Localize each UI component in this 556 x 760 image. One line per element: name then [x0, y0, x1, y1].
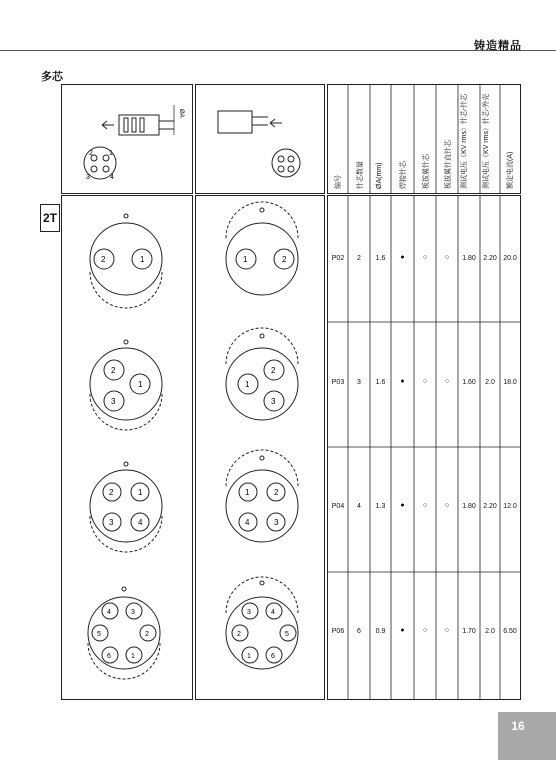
top-left-drawing-panel	[61, 84, 193, 194]
table-header	[327, 84, 521, 194]
header-voltage-pin: 测试电压（KV rms）针芯-针芯	[461, 93, 468, 189]
svg-text:3: 3	[109, 518, 114, 527]
svg-text:3: 3	[247, 609, 251, 616]
svg-text:3: 3	[86, 174, 90, 181]
section-title: 多芯	[41, 71, 63, 83]
right-face-panel	[195, 195, 325, 700]
svg-text:4: 4	[271, 609, 275, 616]
plug-side-view	[196, 85, 324, 193]
header-pcb2: 板拔翼针直针芯	[445, 140, 452, 189]
svg-text:1: 1	[245, 380, 250, 389]
svg-text:1: 1	[109, 150, 113, 157]
header-solder: 焊接针芯	[400, 161, 407, 189]
svg-text:5: 5	[97, 631, 101, 638]
left-face-drawings	[62, 196, 192, 699]
spec-table: P02 2 1.6 ● ○ ○ 1.80 2.20 20.0 P03 3 1.6 ● ○ ○ 1.60 2.0 18.0 P04 4 1.3 ● ○ ○ 1.80 2.20 12.0 P06 6 0.9 ● ○ ○ 1.70 2.0 6.50	[327, 195, 521, 700]
header-voltage-shell: 测试电压（KV rms）针芯-外壳	[483, 93, 490, 189]
right-face-drawings	[196, 196, 324, 699]
header-rule	[0, 50, 556, 51]
svg-text:2: 2	[145, 631, 149, 638]
brand-title: 铸造精品	[474, 40, 522, 52]
svg-text:2: 2	[282, 255, 287, 264]
header-current: 额定电流(A)	[507, 151, 514, 189]
svg-text:2: 2	[274, 488, 279, 497]
svg-text:2: 2	[89, 150, 93, 157]
page-number: 16	[511, 719, 525, 733]
svg-text:2: 2	[111, 366, 116, 375]
svg-text:1: 1	[138, 488, 143, 497]
svg-text:1: 1	[247, 653, 251, 660]
svg-text:1: 1	[245, 488, 250, 497]
header-pcb1: 板拔翼针芯	[423, 154, 430, 189]
svg-text:1: 1	[131, 653, 135, 660]
header-code: 编号	[335, 175, 342, 189]
svg-text:2: 2	[271, 366, 276, 375]
top-right-drawing-panel	[195, 84, 325, 194]
svg-text:3: 3	[131, 609, 135, 616]
svg-text:5: 5	[285, 631, 289, 638]
header-count: 针芯数量	[357, 161, 364, 189]
svg-text:6: 6	[107, 653, 111, 660]
svg-text:4: 4	[110, 174, 114, 181]
svg-text:3: 3	[111, 397, 116, 406]
dimension-label: ØA	[178, 109, 184, 118]
pin-label: 2	[101, 255, 106, 264]
svg-text:3: 3	[271, 397, 276, 406]
svg-text:2: 2	[237, 631, 241, 638]
svg-text:4: 4	[245, 518, 250, 527]
pin-label: 1	[140, 255, 145, 264]
svg-text:3: 3	[274, 518, 279, 527]
svg-text:1: 1	[243, 255, 248, 264]
svg-text:6: 6	[271, 653, 275, 660]
svg-text:4: 4	[107, 609, 111, 616]
svg-text:4: 4	[138, 518, 143, 527]
left-face-panel	[61, 195, 193, 700]
header-diameter: ØA(mm)	[376, 162, 383, 189]
svg-text:1: 1	[138, 380, 143, 389]
svg-text:2: 2	[109, 488, 114, 497]
receptacle-side-view	[62, 85, 192, 193]
series-tag: 2T	[40, 204, 60, 232]
